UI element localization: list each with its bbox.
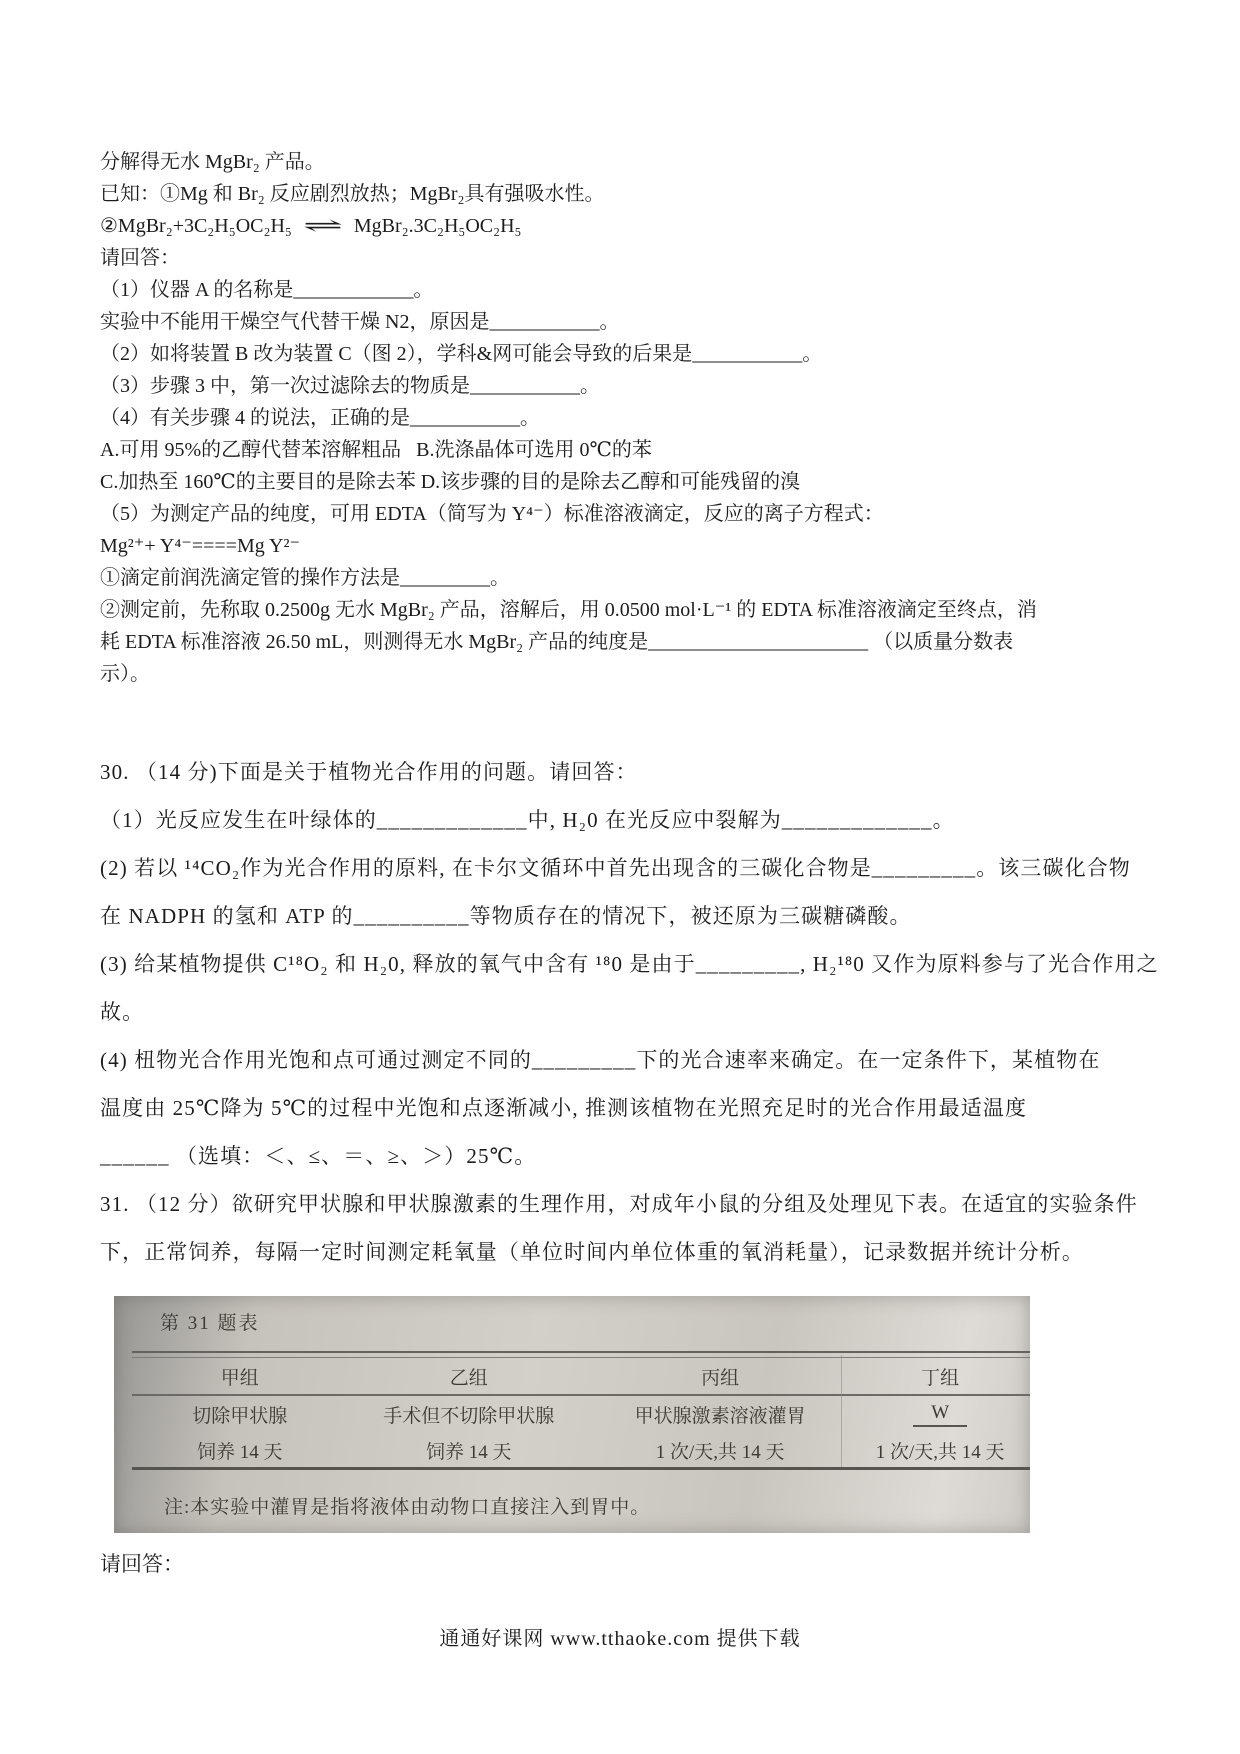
text-line: （4）有关步骤 4 的说法，正确的是___________。 (100, 407, 540, 429)
table-cell: 饲养 14 天 (197, 1441, 283, 1463)
text-line: 温度由 25℃降为 5℃的过程中光饱和点逐渐减小, 推测该植物在光照充足时的光合作用最适温度 (100, 1096, 1028, 1120)
text-line: 分解得无水 MgBr₂ 产品。 (100, 151, 325, 173)
text-line: 下，正常饲养，每隔一定时间测定耗氧量（单位时间内单位体重的氧消耗量），记录数据并统计分析。 (100, 1240, 1084, 1264)
table-cell (850, 1402, 1030, 1427)
text-line: (3) 给某植物提供 C¹⁸O₂ 和 H₂0, 释放的氧气中含有 ¹⁸0 是由于_________, H₂¹⁸0 又作为原料参与了光合作用之 (100, 952, 1159, 976)
question-31-title: 31. （12 分）欲研究甲状腺和甲状腺激素的生理作用，对成年小鼠的分组及处理见下表。在适宜的实验条件 (100, 1192, 1138, 1216)
table-note: 注:本实验中灌胃是指将液体由动物口直接注入到胃中。 (164, 1497, 651, 1518)
answer-prompt: 请回答： (100, 1552, 184, 1576)
text-line: C.加热至 160℃的主要目的是除去苯 D.该步骤的目的是除去乙醇和可能残留的溴 (100, 471, 801, 493)
text-line: （2）如将装置 B 改为装置 C（图 2），学科&网可能会导致的后果是___________。 (100, 343, 823, 365)
column-header: 丁组 (921, 1367, 960, 1389)
text-line: 故。 (100, 1000, 145, 1024)
table-cell: 1 次/天,共 14 天 (655, 1441, 785, 1463)
paper-crease-line (841, 1355, 842, 1467)
text-line: （1）仪器 A 的名称是____________。 (100, 279, 434, 301)
equilibrium-arrow-icon: ⇌ (302, 215, 343, 237)
equation-right: MgBr₂.3C₂H₅OC₂H₅ (353, 215, 522, 237)
question-30-title: 30. （14 分)下面是关于植物光合作用的问题。请回答： (100, 760, 638, 784)
question-30-31-section (100, 748, 1159, 1276)
text-line: （3）步骤 3 中，第一次过滤除去的物质是___________。 (100, 375, 600, 397)
table-cell: 切除甲状腺 (192, 1406, 288, 1427)
column-header: 甲组 (220, 1367, 259, 1389)
ionic-equation-line: Mg²⁺+ Y⁴⁻====Mg Y²⁻ (100, 535, 300, 557)
table-bottom-rule (132, 1467, 1030, 1470)
question-29-section (100, 146, 1146, 690)
table-31-title: 第 31 题表 (160, 1313, 260, 1334)
text-line: （1）光反应发生在叶绿体的_____________中, H₂0 在光反应中裂解为_____________。 (100, 808, 955, 832)
table-cell: 手术但不切除甲状腺 (383, 1406, 555, 1427)
text-line: 实验中不能用干燥空气代替干燥 N2，原因是___________。 (100, 311, 620, 333)
table-top-rule (132, 1351, 1030, 1358)
column-header: 丙组 (701, 1367, 740, 1389)
equation-line (100, 210, 1146, 242)
text-line: （5）为测定产品的纯度，可用 EDTA（简写为 Y⁴⁻）标准溶液滴定，反应的离子方程式： (100, 503, 884, 525)
table-row (132, 1396, 1030, 1433)
table-cell: 甲状腺激素溶液灌胃 (634, 1406, 806, 1427)
text-line: ①滴定前润洗滴定管的操作方法是_________。 (100, 567, 510, 589)
text-line: (4) 杻物光合作用光饱和点可通过测定不同的_________下的光合速率来确定。在一定条件下，某植物在 (100, 1048, 1101, 1072)
column-header: 乙组 (449, 1367, 488, 1389)
text-line: (2) 若以 ¹⁴CO₂作为光合作用的原料, 在卡尔文循环中首先出现含的三碳化合物是_________。该三碳化合物 (100, 856, 1131, 880)
table-header-row (132, 1358, 1030, 1394)
table-cell: 1 次/天,共 14 天 (875, 1441, 1005, 1463)
page-footer: 通通好课网 www.tthaoke.com 提供下载 (439, 1628, 801, 1650)
table-31 (132, 1351, 1030, 1470)
text-line: 示）。 (100, 663, 150, 685)
underlined-w-value: W (913, 1402, 967, 1427)
text-line: 已知：①Mg 和 Br₂ 反应剧烈放热；MgBr₂具有强吸水性。 (100, 183, 605, 205)
text-line: A.可用 95%的乙醇代替苯溶解粗品 B.洗涤晶体可选用 0℃的苯 (100, 439, 652, 461)
text-line: ②测定前，先称取 0.2500g 无水 MgBr₂ 产品，溶解后，用 0.0500 mol·L⁻¹ 的 EDTA 标准溶液滴定至终点，消 (100, 599, 1037, 621)
text-line: 在 NADPH 的氢和 ATP 的__________等物质存在的情况下，被还原为三碳糖磷酸。 (100, 904, 912, 928)
text-line: 请回答： (100, 247, 180, 269)
equation-left: ②MgBr₂+3C₂H₅OC₂H₅ (100, 215, 292, 237)
table-cell: 饲养 14 天 (425, 1441, 512, 1463)
table-31-photo (114, 1296, 1030, 1533)
text-line: ______ （选填：＜、≤、＝、≥、＞）25℃。 (100, 1144, 537, 1168)
table-row (132, 1433, 1030, 1467)
text-line: 耗 EDTA 标准溶液 26.50 mL，则测得无水 MgBr₂ 产品的纯度是______________________ （以质量分数表 (100, 631, 1014, 653)
